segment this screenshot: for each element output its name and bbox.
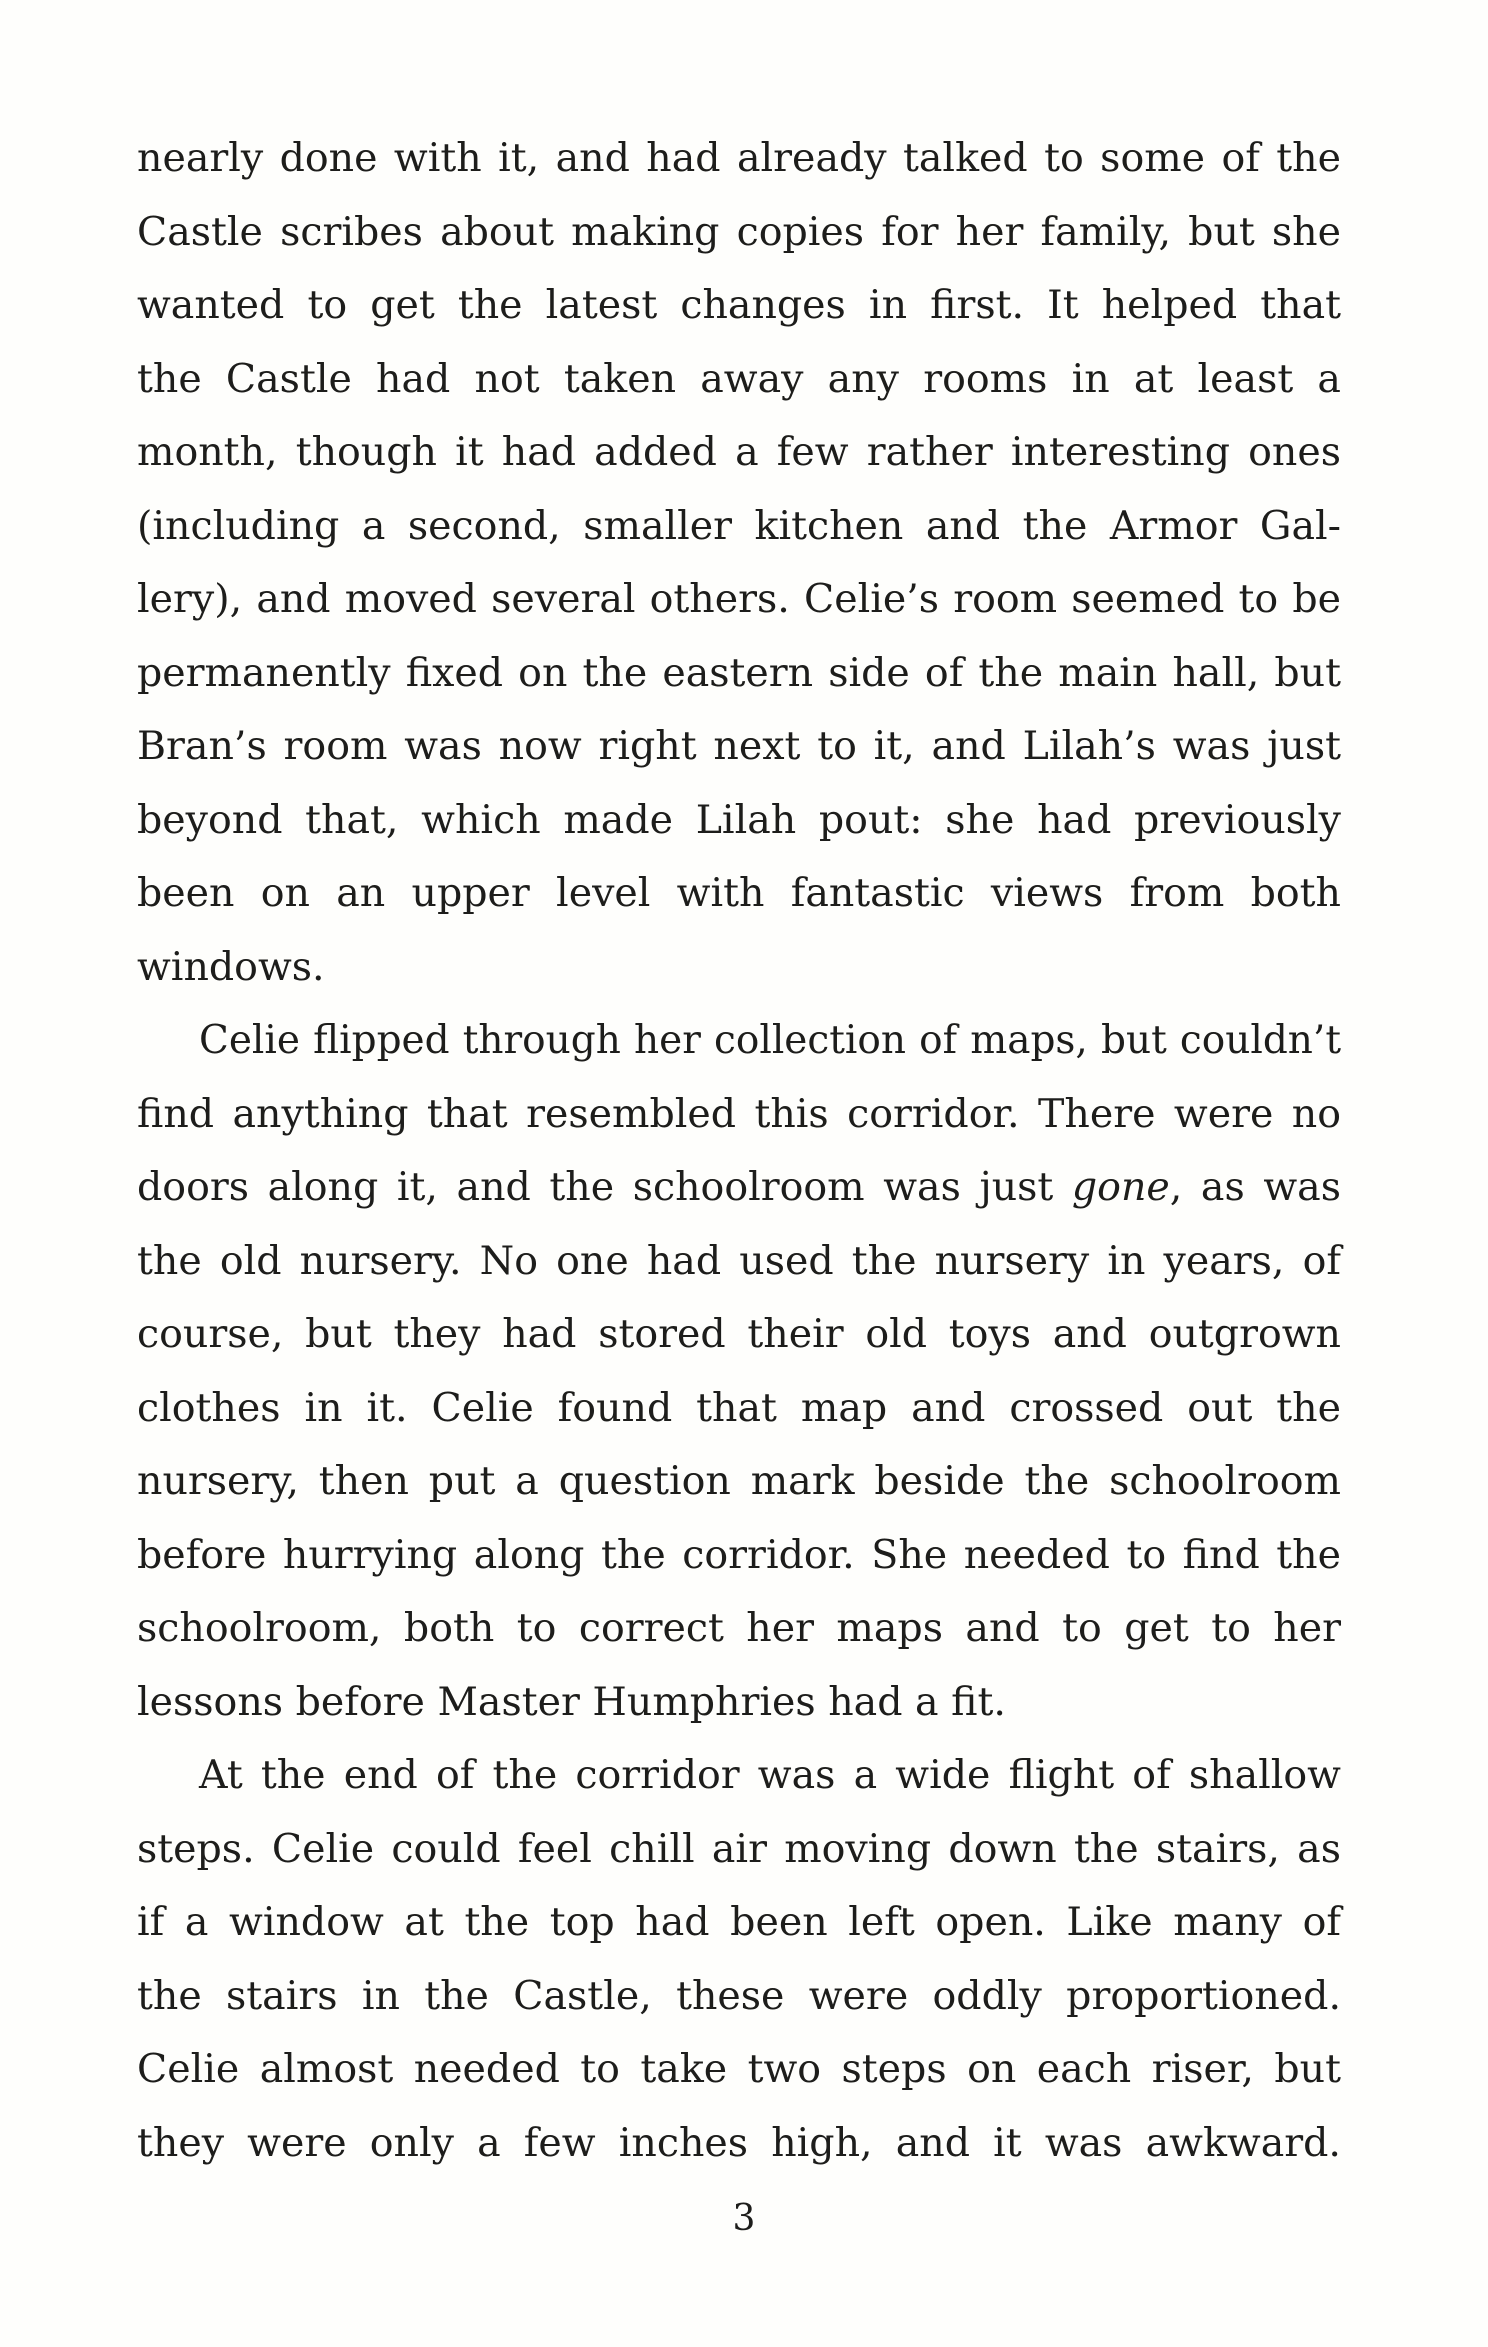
text-line: At the end of the corridor was a wide flight of shallow xyxy=(199,1752,1341,1798)
text-line: lery), and moved several others. Celie’s room seemed to be xyxy=(137,576,1341,622)
text-line: the stairs in the Castle, these were oddly proportioned. xyxy=(137,1972,1341,2019)
text-line: find anything that resembled this corridor. There were no xyxy=(137,1090,1341,1137)
text-line: course, but they had stored their old toys and outgrown xyxy=(137,1311,1341,1357)
text-line: (including a second, smaller kitchen and the Armor Gal- xyxy=(137,502,1341,549)
text-line: been on an upper level with fantastic views from both xyxy=(137,870,1341,916)
text-line: Castle scribes about making copies for her family, but she xyxy=(137,208,1341,255)
text-line: doors along it, and the schoolroom was just gone, as was xyxy=(137,1164,1341,1210)
text-line: nearly done with it, and had already talked to some of the xyxy=(137,135,1341,181)
text-line: month, though it had added a few rather interesting ones xyxy=(137,429,1341,475)
emphasis-text: gone xyxy=(1071,1164,1170,1210)
text-line: nursery, then put a question mark beside the schoolroom xyxy=(137,1458,1341,1504)
text-line: Celie almost needed to take two steps on each riser, but xyxy=(137,2046,1341,2092)
text-line: Celie flipped through her collection of maps, but couldn’t xyxy=(199,1018,1341,1063)
text-line: beyond that, which made Lilah pout: she had previously xyxy=(137,796,1341,843)
text-line: they were only a few inches high, and it was awkward. xyxy=(137,2119,1341,2166)
text-line: the old nursery. No one had used the nursery in years, of xyxy=(137,1237,1341,1284)
text-line: before hurrying along the corridor. She needed to find the xyxy=(137,1531,1341,1578)
text-line: windows. xyxy=(137,943,325,990)
text-line: wanted to get the latest changes in first. It helped that xyxy=(137,282,1341,328)
body-text xyxy=(137,122,1341,2180)
paragraph-2 xyxy=(137,1004,1341,1739)
page-number: 3 xyxy=(732,2198,756,2239)
text-line: clothes in it. Celie found that map and crossed out the xyxy=(137,1384,1341,1431)
text-line: permanently fixed on the eastern side of the main hall, but xyxy=(137,649,1341,696)
paragraph-1 xyxy=(137,122,1341,1004)
text-line: the Castle had not taken away any rooms in at least a xyxy=(137,355,1341,402)
text-line: Bran’s room was now right next to it, and Lilah’s was just xyxy=(137,723,1341,769)
text-line: steps. Celie could feel chill air moving down the stairs, as xyxy=(137,1825,1341,1872)
text-line: if a window at the top had been left open. Like many of xyxy=(137,1899,1341,1945)
text-line: schoolroom, both to correct her maps and to get to her xyxy=(137,1605,1341,1651)
text-line: lessons before Master Humphries had a fit. xyxy=(137,1678,1006,1725)
paragraph-3 xyxy=(137,1739,1341,2180)
